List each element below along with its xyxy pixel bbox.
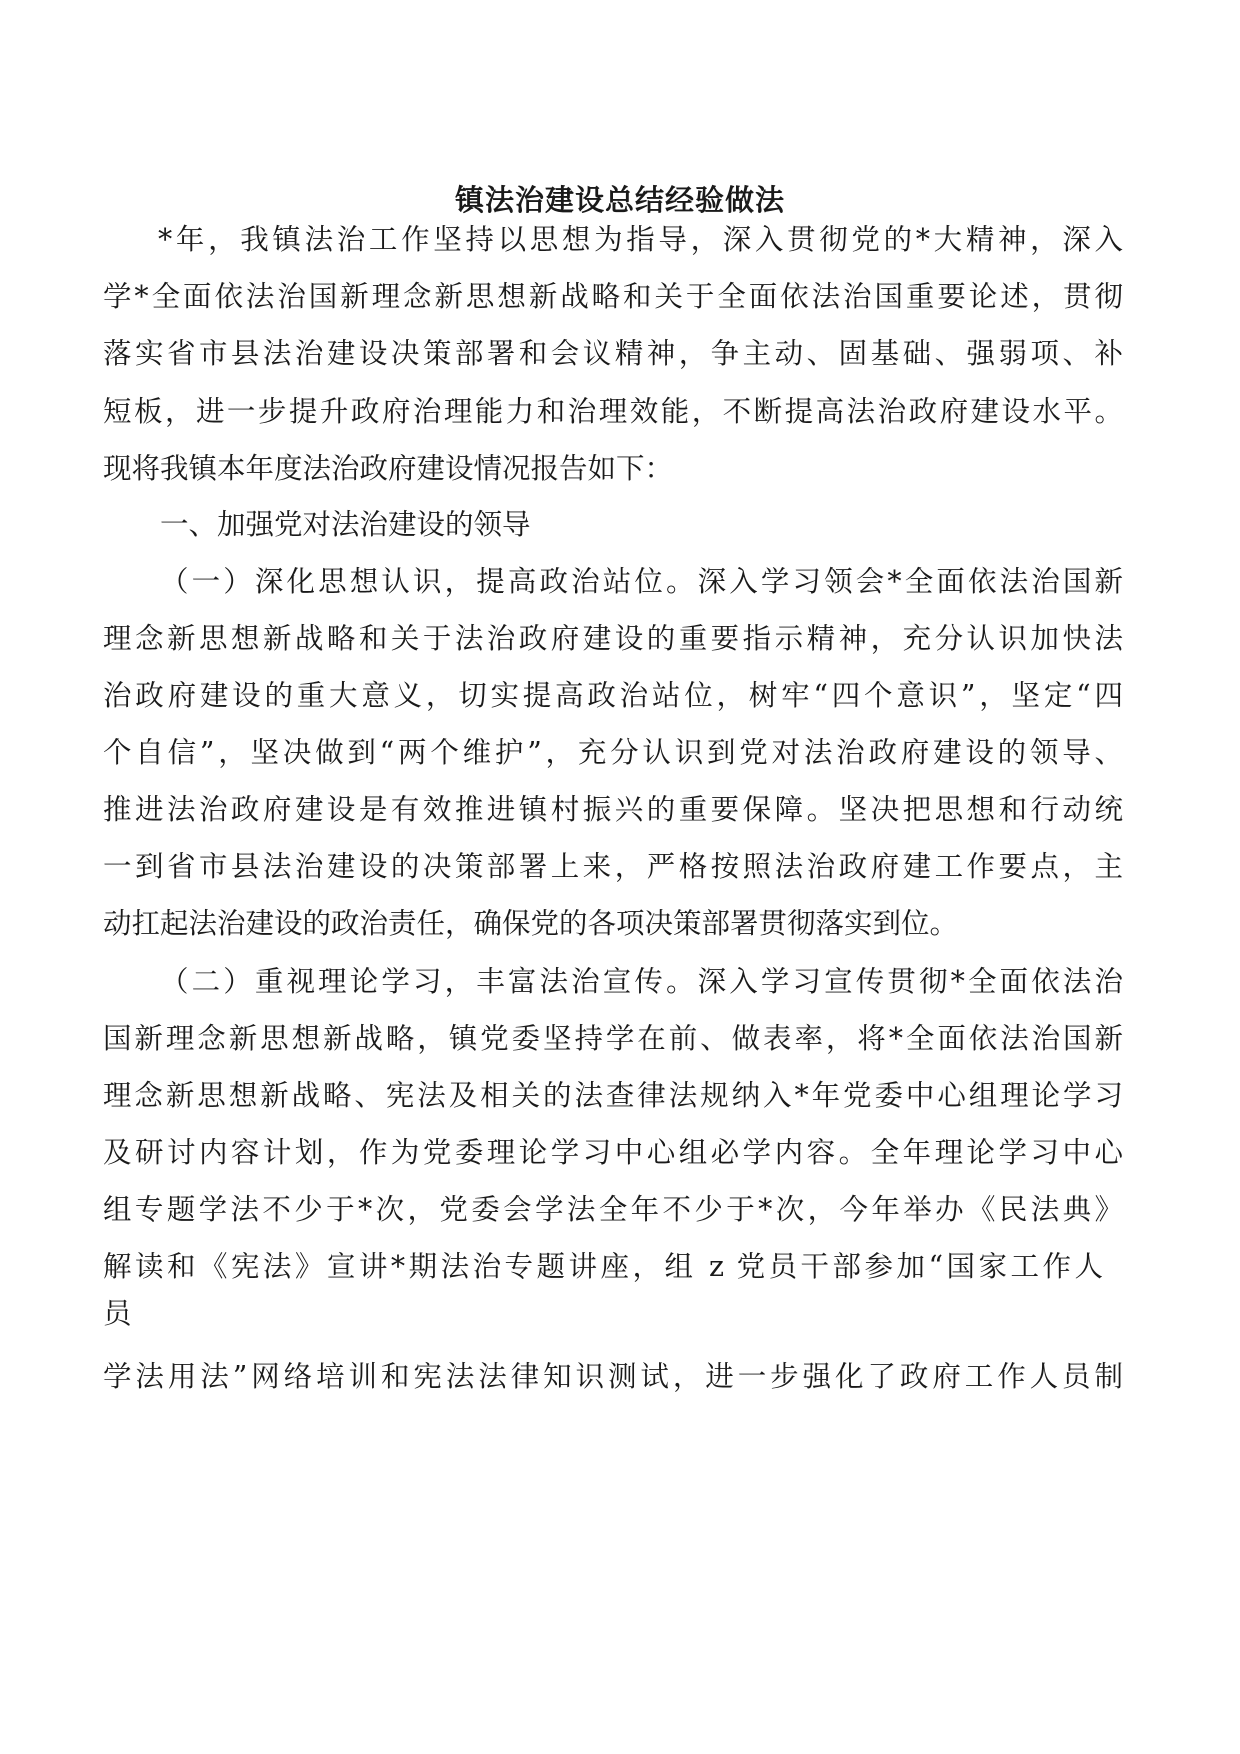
paragraph-line: 一到省市县法治建设的决策部署上来，严格按照法治政府建工作要点，主 — [103, 850, 1123, 883]
paragraph-line: 推进法治政府建设是有效推进镇村振兴的重要保障。坚决把思想和行动统 — [103, 793, 1123, 826]
paragraph-line: 个自信”，坚决做到“两个维护”，充分认识到党对法治政府建设的领导、 — [103, 736, 1123, 769]
paragraph-line: 组专题学法不少于*次，党委会学法全年不少于*次，今年举办《民法典》 — [103, 1193, 1123, 1226]
paragraph-line: 理念新思想新战略、宪法及相关的法查律法规纳入*年党委中心组理论学习 — [103, 1079, 1123, 1112]
paragraph-line: 员 — [103, 1297, 132, 1330]
paragraph-line: *年，我镇法治工作坚持以思想为指导，深入贯彻党的*大精神，深入 — [158, 223, 1123, 256]
section-heading: 一、加强党对法治建设的领导 — [160, 508, 531, 541]
paragraph-line: 及研讨内容计划，作为党委理论学习中心组必学内容。全年理论学习中心 — [103, 1136, 1123, 1169]
paragraph-line: 理念新思想新战略和关于法治政府建设的重要指示精神，充分认识加快法 — [103, 622, 1123, 655]
paragraph-line: 学*全面依法治国新理念新思想新战略和关于全面依法治国重要论述，贯彻 — [103, 280, 1123, 313]
paragraph-line: 落实省市县法治建设决策部署和会议精神，争主动、固基础、强弱项、补 — [103, 337, 1123, 370]
paragraph-line: （二）重视理论学习，丰富法治宣传。深入学习宣传贯彻*全面依法治 — [160, 965, 1123, 998]
paragraph-line: （一）深化思想认识，提高政治站位。深入学习领会*全面依法治国新 — [160, 565, 1123, 598]
paragraph-line: 解读和《宪法》宣讲*期法治专题讲座，组 z 党员干部参加“国家工作人 — [103, 1250, 1103, 1283]
paragraph-line: 国新理念新思想新战略，镇党委坚持学在前、做表率，将*全面依法治国新 — [103, 1022, 1123, 1055]
paragraph-line: 动扛起法治建设的政治责任，确保党的各项决策部署贯彻落实到位。 — [103, 907, 959, 940]
paragraph-line: 治政府建设的重大意义，切实提高政治站位，树牢“四个意识”，坚定“四 — [103, 679, 1123, 712]
paragraph-line: 短板，进一步提升政府治理能力和治理效能，不断提高法治政府建设水平。 — [103, 395, 1123, 428]
paragraph-line: 现将我镇本年度法治政府建设情况报告如下： — [103, 452, 674, 485]
paragraph-line: 学法用法”网络培训和宪法法律知识测试，进一步强化了政府工作人员制 — [103, 1360, 1123, 1393]
document-title: 镇法治建设总结经验做法 — [454, 183, 785, 217]
